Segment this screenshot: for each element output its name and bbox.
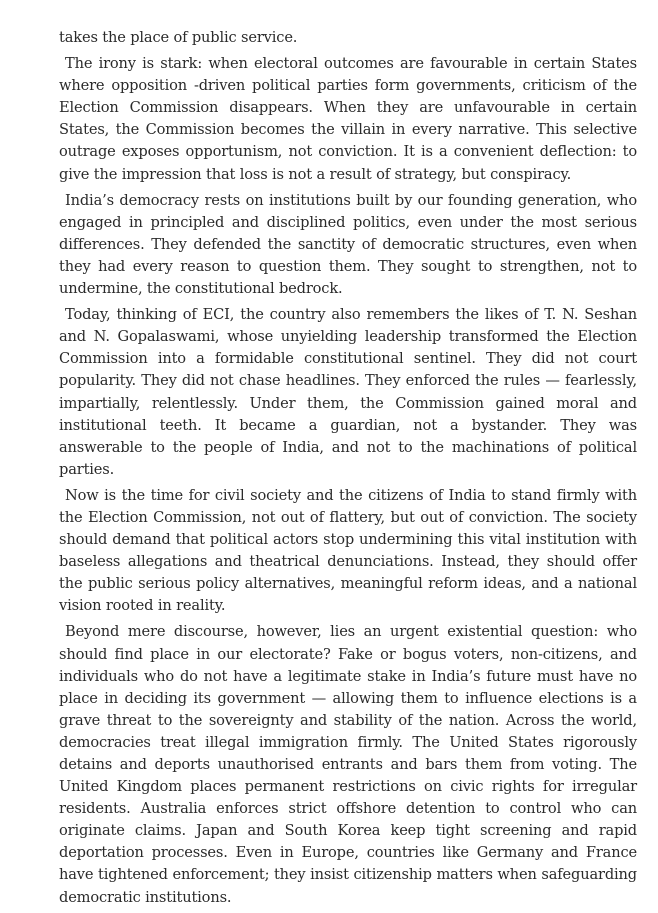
paragraph-eci-leaders: Today, thinking of ECI, the country also remembers the likes of T. N. Seshan and N. Gopalaswami, whose unyielding leadership transformed the Election Commission into a formidable constitutional sentinel. They did not court popularity. They did not chase headlines. They enforced the rules — fearlessly, impartially, relentlessly. Under them, the Commission gained moral and institutional teeth. It became a guardian, not a bystander. They was answerable to the people of India, and not to the machinations of political parties. (59, 306, 637, 478)
paragraph-civil-society: Now is the time for civil society and the citizens of India to stand firmly with the Election Commission, not out of flattery, but out of conviction. The society should demand that political actors stop undermining this vital institution with baseless allegations and theatrical denunciations. Instead, they should offer the public serious policy alternatives, meaningful reform ideas, and a national vision rooted in reality. (59, 486, 637, 615)
paragraph-irony: The irony is stark: when electoral outcomes are favourable in certain States where opposition -driven political parties form governments, criticism of the Election Commission disappears. When they are unfavourable in certain States, the Commission becomes the villain in every narrative. This selective outrage exposes opportunism, not conviction. It is a convenient deflection: to give the impression that loss is not a result of strategy, but conspiracy. (59, 55, 637, 183)
article-body (59, 27, 637, 913)
paragraph-democracy-institutions: India’s democracy rests on institutions built by our founding generation, who engaged in principled and disciplined politics, even under the most serious differences. They defended the sanctity of democratic structures, even when they had every reason to question them. They sought to strengthen, not to undermine, the constitutional bedrock. (59, 191, 637, 298)
paragraph-electorate-question: Beyond mere discourse, however, lies an urgent existential question: who should find place in our electorate? Fake or bogus voters, non-citizens, and individuals who do not have a legitimate stake in India’s future must have no place in deciding its government — allowing them to influence elections is a grave threat to the sovereignty and stability of the nation. Across the world, democracies treat illegal immigration firmly. The United States rigorously detains and deports unauthorised entrants and bars them from voting. The United Kingdom places permanent restrictions on civic rights for irregular residents. Australia enforces strict offshore detention to control who can originate claims. Japan and South Korea keep tight screening and rapid deportation processes. Even in Europe, countries like Germany and France have tightened enforcement; they insist citizenship matters when safeguarding democratic institutions. (59, 623, 637, 906)
paragraph-continuation: takes the place of public service. (59, 29, 298, 46)
